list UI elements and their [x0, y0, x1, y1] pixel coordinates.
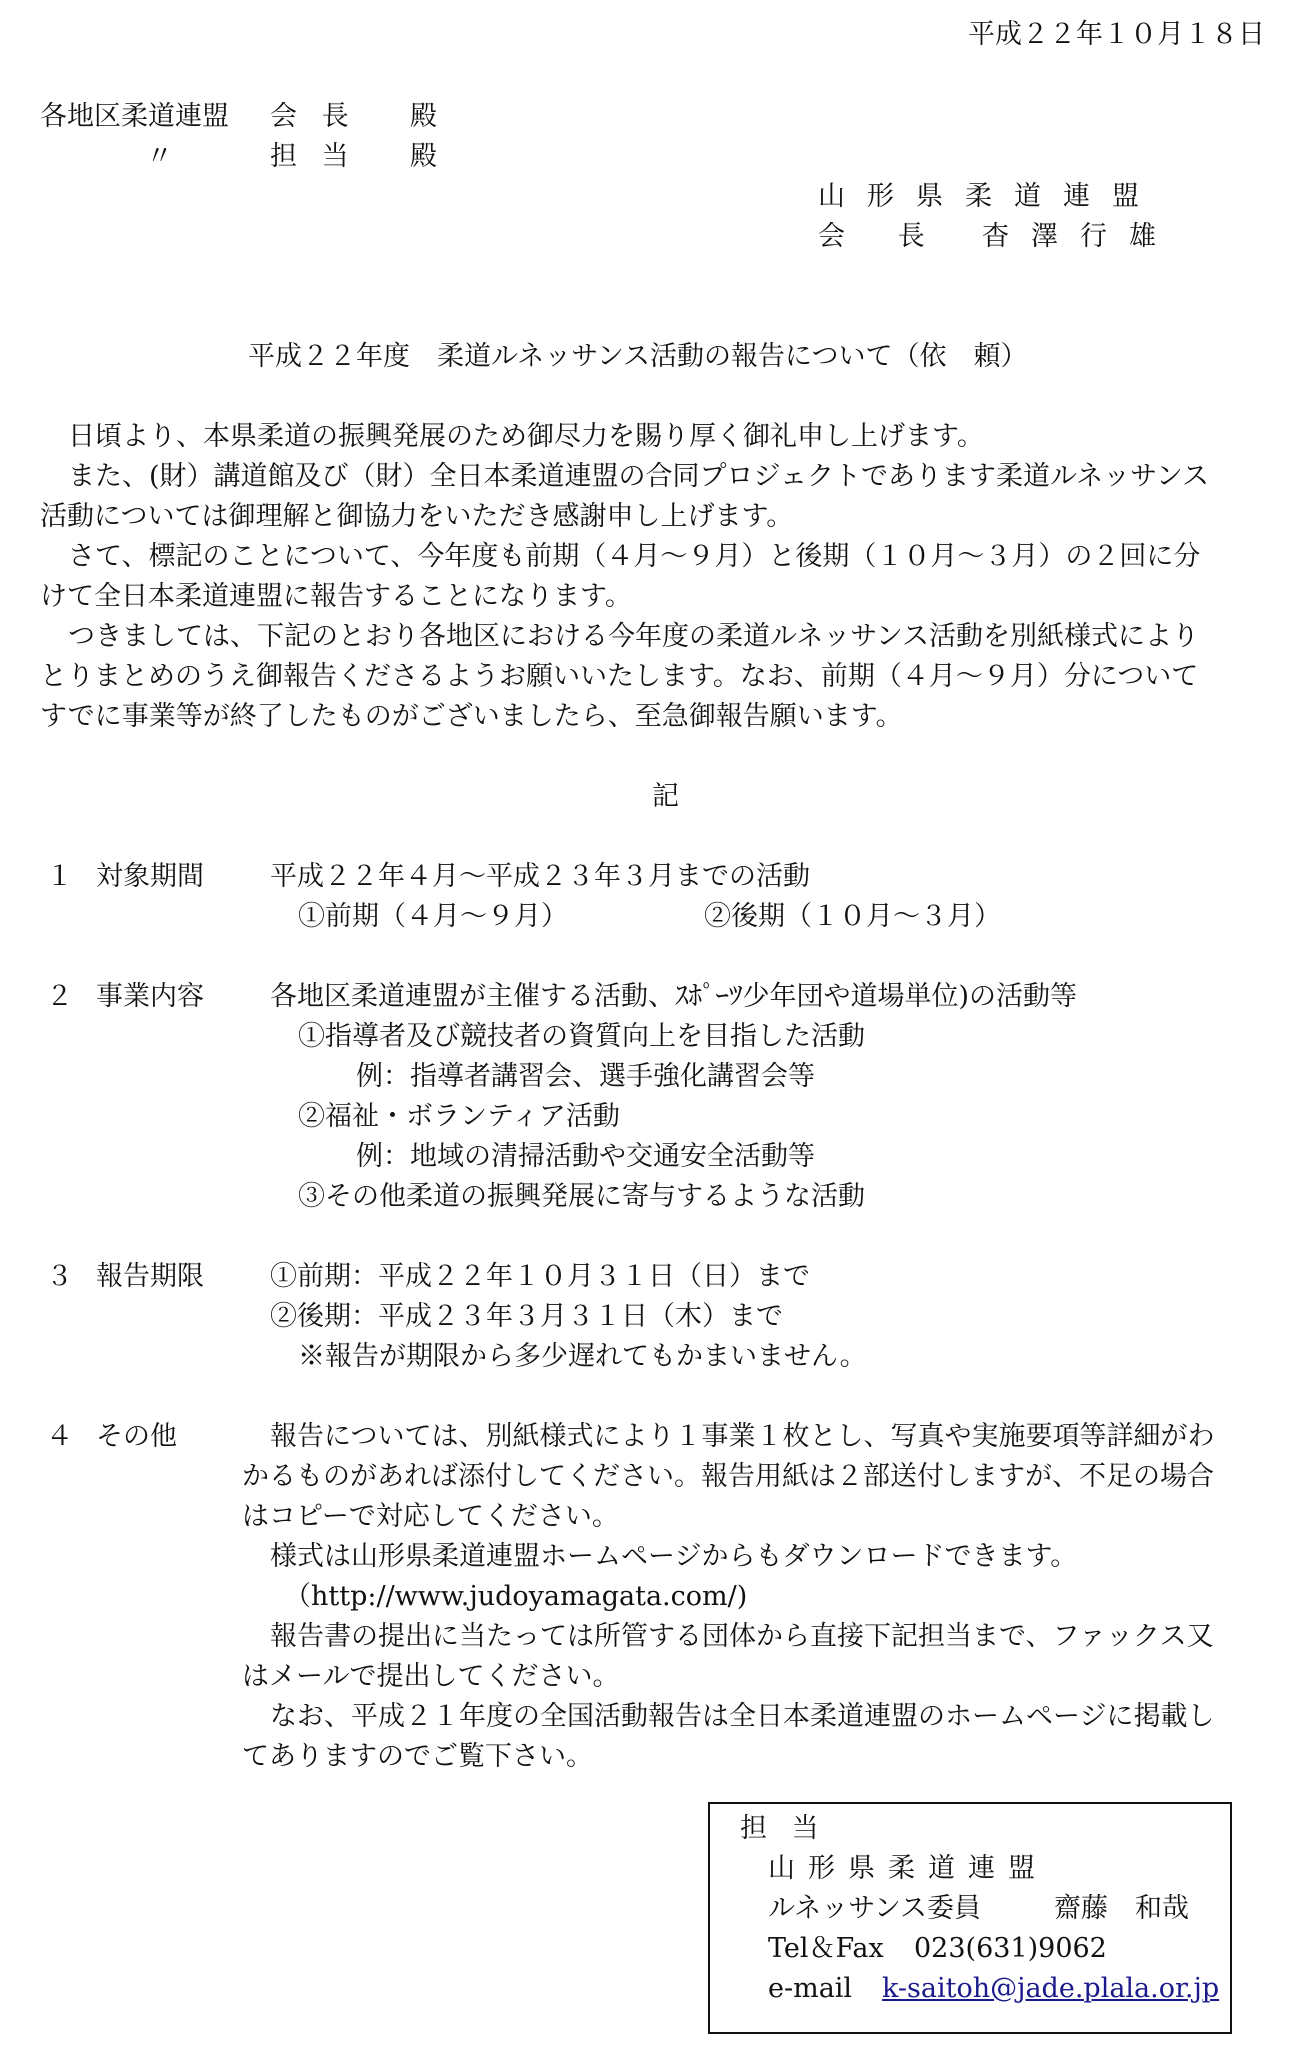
body-paragraph-3-line-2: けて全日本柔道連盟に報告することになります。 — [40, 581, 632, 612]
contact-committee: ルネッサンス委員 — [768, 1893, 982, 1924]
item-3-note: ※報告が期限から多少遅れてもかまいません。 — [298, 1341, 867, 1372]
item-4-line-1: 報告については、別紙様式により１事業１枚とし、写真や実施要項等詳細がわ — [270, 1421, 1215, 1452]
body-paragraph-2-line-1: また、(財）講道館及び（財）全日本柔道連盟の合同プロジェクトであります柔道ルネッサンス — [68, 461, 1210, 492]
item-3-sub-a: ①前期：平成２２年１０月３１日（日）まで — [270, 1261, 810, 1292]
date: 平成２２年１０月１８日 — [968, 19, 1265, 50]
item-1-number: １ — [46, 861, 73, 892]
item-2-number: ２ — [46, 981, 73, 1012]
item-1-line-1: 平成２２年４月～平成２３年３月までの活動 — [270, 861, 810, 892]
body-paragraph-4-line-1: つきましては、下記のとおり各地区における今年度の柔道ルネッサンス活動を別紙様式により — [68, 621, 1200, 652]
item-4-line-7: はメールで提出してください。 — [242, 1661, 620, 1692]
item-3-label: 報告期限 — [96, 1261, 204, 1292]
item-4-line-8: なお、平成２１年度の全国活動報告は全日本柔道連盟のホームページに掲載し — [270, 1701, 1215, 1732]
item-1-sub-2: ②後期（１０月～３月） — [704, 901, 1001, 932]
addressee-org: 各地区柔道連盟 — [40, 101, 229, 132]
contact-org: 山形県柔道連盟 — [768, 1853, 1048, 1884]
document-title: 平成２２年度 柔道ルネッサンス活動の報告について（依 頼） — [248, 341, 1028, 372]
item-2-sub-a: ①指導者及び競技者の資質向上を目指した活動 — [298, 1021, 865, 1052]
item-3-number: ３ — [46, 1261, 73, 1292]
contact-email-label: e-mail — [768, 1973, 853, 2004]
body-paragraph-3-line-1: さて、標記のことについて、今年度も前期（４月～９月）と後期（１０月～３月）の２回に分 — [68, 541, 1201, 572]
item-2-label: 事業内容 — [96, 981, 204, 1012]
item-2-sub-a-example: 例：指導者講習会、選手強化講習会等 — [356, 1061, 815, 1092]
item-4-label: その他 — [96, 1421, 177, 1452]
contact-person: 齋藤 和哉 — [1054, 1893, 1189, 1924]
addressee-ditto-mark: 〃 — [146, 141, 173, 172]
contact-box — [708, 1802, 1232, 2034]
addressee-title-staff: 担 当 — [270, 141, 357, 172]
item-2-sub-b-example: 例：地域の清掃活動や交通安全活動等 — [356, 1141, 815, 1172]
item-4-line-6: 報告書の提出に当たっては所管する団体から直接下記担当まで、ファックス又 — [270, 1621, 1214, 1652]
contact-tel-label: Tel＆Fax — [768, 1933, 884, 1964]
body-paragraph-4-line-2: とりまとめのうえ御報告くださるようお願いいたします。なお、前期（４月～９月）分について — [40, 661, 1199, 692]
item-4-line-9: てありますのでご覧下さい。 — [242, 1741, 593, 1772]
item-3-sub-b: ②後期：平成２３年３月３１日（木）まで — [270, 1301, 783, 1332]
item-4-line-2: かるものがあれば添付してください。報告用紙は２部送付しますが、不足の場合 — [242, 1461, 1214, 1492]
addressee-honorific: 殿 — [410, 141, 437, 172]
item-1-label: 対象期間 — [96, 861, 204, 892]
item-1-sub-1: ①前期（４月～９月） — [298, 901, 568, 932]
item-4-line-4: 様式は山形県柔道連盟ホームページからもダウンロードできます。 — [270, 1541, 1078, 1572]
item-2-sub-b: ②福祉・ボランティア活動 — [298, 1101, 620, 1132]
item-4-line-3: はコピーで対応してください。 — [242, 1501, 619, 1532]
contact-heading: 担 当 — [740, 1813, 827, 1844]
addressee-title-chair: 会 長 — [270, 101, 357, 132]
item-2-line-1: 各地区柔道連盟が主催する活動、ｽﾎﾟｰﾂ少年団や道場単位)の活動等 — [270, 981, 1078, 1012]
body-paragraph-1: 日頃より、本県柔道の振興発展のため御尽力を賜り厚く御礼申し上げます。 — [68, 421, 984, 452]
ki-heading: 記 — [652, 781, 679, 812]
sender-title: 会 長 — [818, 221, 947, 252]
item-4-number: ４ — [46, 1421, 73, 1452]
item-2-sub-c: ③その他柔道の振興発展に寄与するような活動 — [298, 1181, 865, 1212]
sender-name: 杳澤行雄 — [982, 221, 1178, 252]
contact-email-link[interactable]: k-saitoh@jade.plala.or.jp — [882, 1973, 1220, 2004]
sender-org: 山形県柔道連盟 — [818, 181, 1161, 212]
contact-tel: 023(631)9062 — [914, 1933, 1107, 1964]
addressee-honorific: 殿 — [410, 101, 437, 132]
item-4-url-link[interactable]: （http://www.judoyamagata.com/) — [284, 1581, 748, 1612]
body-paragraph-2-line-2: 活動については御理解と御協力をいただき感謝申し上げます。 — [40, 501, 794, 532]
body-paragraph-4-line-3: すでに事業等が終了したものがございましたら、至急御報告願います。 — [40, 701, 903, 732]
